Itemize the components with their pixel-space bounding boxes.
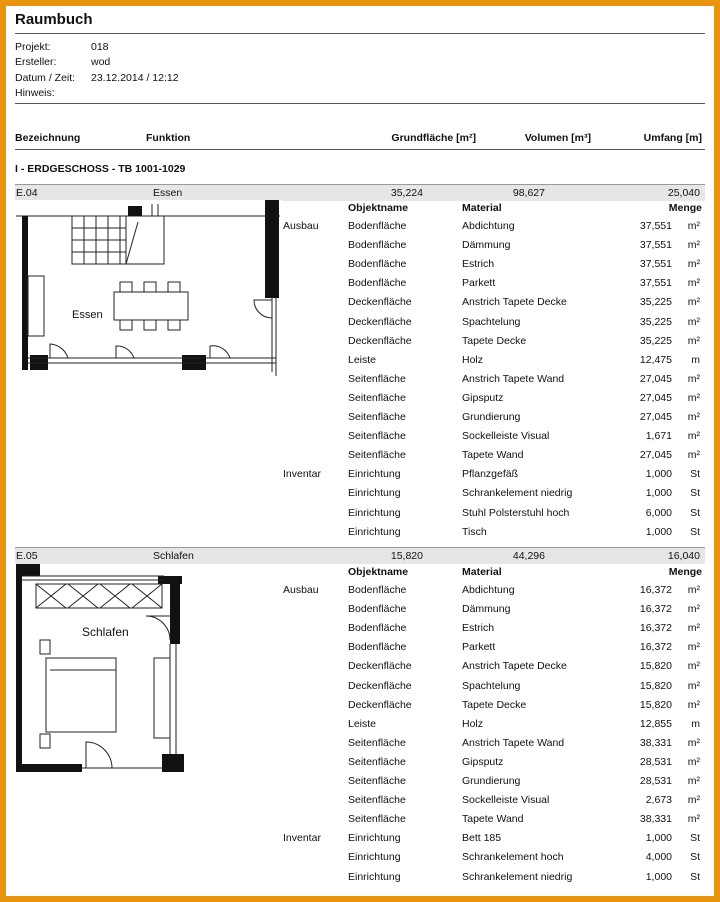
item-objektname: Einrichtung <box>348 525 401 538</box>
item-unit: St <box>690 468 700 481</box>
item-material: Grundierung <box>462 775 521 787</box>
item-row <box>6 504 714 523</box>
item-material: Estrich <box>462 622 495 635</box>
item-objektname: Bodenfläche <box>348 239 407 252</box>
item-material: Schrankelement hoch <box>462 851 564 864</box>
title-divider <box>15 33 705 34</box>
item-menge: 2,673 <box>645 794 672 807</box>
room-volumen: 44,296 <box>512 550 545 562</box>
item-unit: m² <box>687 430 700 443</box>
item-objektname: Leiste <box>348 717 377 730</box>
item-menge: 16,372 <box>639 641 672 654</box>
item-material: Anstrich Tapete Wand <box>462 372 565 385</box>
room-umfang: 25,040 <box>667 187 700 199</box>
item-material: Spachtelung <box>462 315 521 328</box>
item-objektname: Bodenfläche <box>348 258 407 271</box>
item-objektname: Bodenfläche <box>348 622 407 635</box>
plan-label-schlafen: Schlafen <box>82 625 129 639</box>
item-material: Stuhl Polsterstuhl hoch <box>462 506 570 519</box>
room-volumen: 98,627 <box>512 187 545 199</box>
item-objektname: Einrichtung <box>348 832 401 845</box>
item-unit: m² <box>687 372 700 385</box>
header-divider <box>15 149 705 150</box>
room-umfang: 16,040 <box>667 550 700 562</box>
subhdr-menge: Menge <box>668 566 702 578</box>
item-material: Pflanzgefäß <box>462 468 519 481</box>
item-material: Gipsputz <box>462 391 504 404</box>
item-row <box>6 829 714 848</box>
item-row <box>6 408 714 427</box>
item-menge: 37,551 <box>639 220 672 232</box>
item-unit: m² <box>687 698 700 711</box>
item-objektname: Deckenfläche <box>348 334 412 347</box>
item-menge: 27,045 <box>639 449 672 462</box>
room-grundflaeche: 15,820 <box>390 550 423 562</box>
item-material: Anstrich Tapete Decke <box>462 296 567 309</box>
item-menge: 16,372 <box>639 584 672 596</box>
meta-key: Ersteller: <box>15 56 57 68</box>
item-menge: 16,372 <box>639 603 672 616</box>
meta-key: Hinweis: <box>15 87 55 99</box>
item-objektname: Seitenfläche <box>348 391 406 404</box>
item-objektname: Seitenfläche <box>348 430 406 443</box>
item-unit: m² <box>687 315 700 328</box>
item-objektname: Seitenfläche <box>348 736 406 749</box>
item-menge: 27,045 <box>639 372 672 385</box>
item-material: Parkett <box>462 641 496 654</box>
item-objektname: Leiste <box>348 353 377 366</box>
item-objektname: Einrichtung <box>348 851 401 864</box>
item-unit: St <box>690 832 700 845</box>
item-material: Holz <box>462 717 484 730</box>
room-header-row <box>15 184 705 201</box>
col-grundflaeche: Grundfläche [m²] <box>391 132 476 144</box>
item-unit: m² <box>687 641 700 654</box>
item-unit: m² <box>687 391 700 404</box>
item-objektname: Einrichtung <box>348 870 401 883</box>
item-menge: 35,225 <box>639 315 672 328</box>
item-material: Sockelleiste Visual <box>462 430 550 443</box>
plan-label-essen: Essen <box>72 309 103 321</box>
meta-key: Datum / Zeit: <box>15 72 76 84</box>
item-objektname: Seitenfläche <box>348 411 406 423</box>
item-material: Anstrich Tapete Decke <box>462 660 567 673</box>
item-unit: m² <box>687 755 700 768</box>
item-unit: m² <box>687 296 700 309</box>
report-page <box>6 6 714 896</box>
item-material: Estrich <box>462 258 495 271</box>
item-group: Ausbau <box>283 220 319 232</box>
item-group: Inventar <box>283 468 321 481</box>
room-funktion: Schlafen <box>153 550 194 562</box>
subhdr-material: Material <box>462 202 502 214</box>
item-material: Holz <box>462 353 484 366</box>
col-umfang: Umfang [m] <box>643 132 702 144</box>
item-unit: m² <box>687 775 700 787</box>
item-material: Grundierung <box>462 411 521 423</box>
item-menge: 1,000 <box>645 525 672 538</box>
item-unit: m <box>691 717 700 730</box>
floor-plan-schlafen <box>14 564 186 776</box>
item-menge: 37,551 <box>639 258 672 271</box>
item-material: Spachtelung <box>462 679 521 692</box>
col-funktion: Funktion <box>146 132 191 144</box>
item-row <box>6 810 714 829</box>
meta-value: wod <box>91 56 111 68</box>
room-id: E.05 <box>16 550 38 562</box>
item-menge: 28,531 <box>639 775 672 787</box>
item-unit: m² <box>687 239 700 252</box>
floor-plan-essen <box>10 200 282 376</box>
report-title: Raumbuch <box>15 11 93 28</box>
item-unit: St <box>690 870 700 883</box>
item-menge: 12,475 <box>639 353 672 366</box>
item-objektname: Deckenfläche <box>348 698 412 711</box>
section-title: I - ERDGESCHOSS - TB 1001-1029 <box>15 163 186 175</box>
item-menge: 15,820 <box>639 660 672 673</box>
item-unit: m² <box>687 411 700 423</box>
item-menge: 15,820 <box>639 679 672 692</box>
item-objektname: Bodenfläche <box>348 220 407 232</box>
item-menge: 38,331 <box>639 736 672 749</box>
room-funktion: Essen <box>153 187 183 199</box>
item-objektname: Deckenfläche <box>348 315 412 328</box>
item-material: Tapete Wand <box>462 449 524 462</box>
item-unit: m² <box>687 449 700 462</box>
item-menge: 35,225 <box>639 334 672 347</box>
item-menge: 1,671 <box>645 430 672 443</box>
subhdr-material: Material <box>462 566 502 578</box>
item-menge: 38,331 <box>639 813 672 826</box>
subhdr-menge: Menge <box>668 202 702 214</box>
item-objektname: Bodenfläche <box>348 277 407 290</box>
item-menge: 6,000 <box>645 506 672 519</box>
item-menge: 15,820 <box>639 698 672 711</box>
item-objektname: Deckenfläche <box>348 296 412 309</box>
col-bezeichnung: Bezeichnung <box>15 132 81 144</box>
item-objektname: Bodenfläche <box>348 603 407 616</box>
item-objektname: Einrichtung <box>348 506 401 519</box>
item-unit: m² <box>687 660 700 673</box>
meta-key: Projekt: <box>15 41 51 53</box>
item-objektname: Seitenfläche <box>348 755 406 768</box>
item-row <box>6 523 714 542</box>
item-material: Tapete Wand <box>462 813 524 826</box>
subhdr-objektname: Objektname <box>348 566 409 578</box>
item-material: Abdichtung <box>462 584 515 596</box>
item-objektname: Bodenfläche <box>348 641 407 654</box>
item-menge: 4,000 <box>645 851 672 864</box>
item-row <box>6 791 714 810</box>
item-material: Tisch <box>462 525 487 538</box>
room-id: E.04 <box>16 187 38 199</box>
item-unit: m <box>691 353 700 366</box>
item-objektname: Seitenfläche <box>348 813 406 826</box>
item-row <box>6 484 714 503</box>
item-material: Schrankelement niedrig <box>462 487 573 500</box>
item-menge: 1,000 <box>645 468 672 481</box>
item-row <box>6 465 714 484</box>
item-material: Tapete Decke <box>462 698 527 711</box>
item-row <box>6 427 714 446</box>
meta-value: 23.12.2014 / 12:12 <box>91 72 179 84</box>
room-grundflaeche: 35,224 <box>390 187 423 199</box>
item-unit: m² <box>687 220 700 232</box>
item-unit: m² <box>687 736 700 749</box>
item-material: Schrankelement niedrig <box>462 870 573 883</box>
meta-divider <box>15 103 705 104</box>
col-volumen: Volumen [m³] <box>524 132 591 144</box>
item-unit: m² <box>687 794 700 807</box>
item-objektname: Bodenfläche <box>348 584 407 596</box>
item-objektname: Seitenfläche <box>348 449 406 462</box>
item-material: Parkett <box>462 277 496 290</box>
item-material: Tapete Decke <box>462 334 527 347</box>
item-unit: St <box>690 487 700 500</box>
item-material: Anstrich Tapete Wand <box>462 736 565 749</box>
item-menge: 37,551 <box>639 277 672 290</box>
room-header-row <box>15 547 705 564</box>
item-menge: 27,045 <box>639 411 672 423</box>
item-menge: 1,000 <box>645 487 672 500</box>
item-objektname: Einrichtung <box>348 468 401 481</box>
item-unit: m² <box>687 813 700 826</box>
item-objektname: Seitenfläche <box>348 794 406 807</box>
item-unit: St <box>690 506 700 519</box>
item-unit: m² <box>687 258 700 271</box>
item-row <box>6 446 714 465</box>
item-unit: m² <box>687 584 700 596</box>
item-group: Ausbau <box>283 584 319 596</box>
meta-value: 018 <box>91 41 109 53</box>
item-unit: St <box>690 525 700 538</box>
item-unit: m² <box>687 334 700 347</box>
item-unit: St <box>690 851 700 864</box>
item-menge: 1,000 <box>645 832 672 845</box>
item-material: Abdichtung <box>462 220 515 232</box>
item-objektname: Seitenfläche <box>348 372 406 385</box>
item-objektname: Einrichtung <box>348 487 401 500</box>
item-objektname: Deckenfläche <box>348 679 412 692</box>
item-material: Gipsputz <box>462 755 504 768</box>
item-unit: m² <box>687 679 700 692</box>
item-unit: m² <box>687 622 700 635</box>
item-objektname: Seitenfläche <box>348 775 406 787</box>
item-menge: 37,551 <box>639 239 672 252</box>
item-row <box>6 389 714 408</box>
item-material: Bett 185 <box>462 832 502 845</box>
item-unit: m² <box>687 603 700 616</box>
item-material: Dämmung <box>462 239 511 252</box>
item-row <box>6 868 714 887</box>
item-menge: 12,855 <box>639 717 672 730</box>
item-material: Sockelleiste Visual <box>462 794 550 807</box>
item-menge: 28,531 <box>639 755 672 768</box>
item-objektname: Deckenfläche <box>348 660 412 673</box>
item-group: Inventar <box>283 832 321 845</box>
item-menge: 35,225 <box>639 296 672 309</box>
item-menge: 16,372 <box>639 622 672 635</box>
item-material: Dämmung <box>462 603 511 616</box>
item-menge: 27,045 <box>639 391 672 404</box>
subhdr-objektname: Objektname <box>348 202 409 214</box>
item-unit: m² <box>687 277 700 290</box>
item-row <box>6 848 714 867</box>
item-menge: 1,000 <box>645 870 672 883</box>
